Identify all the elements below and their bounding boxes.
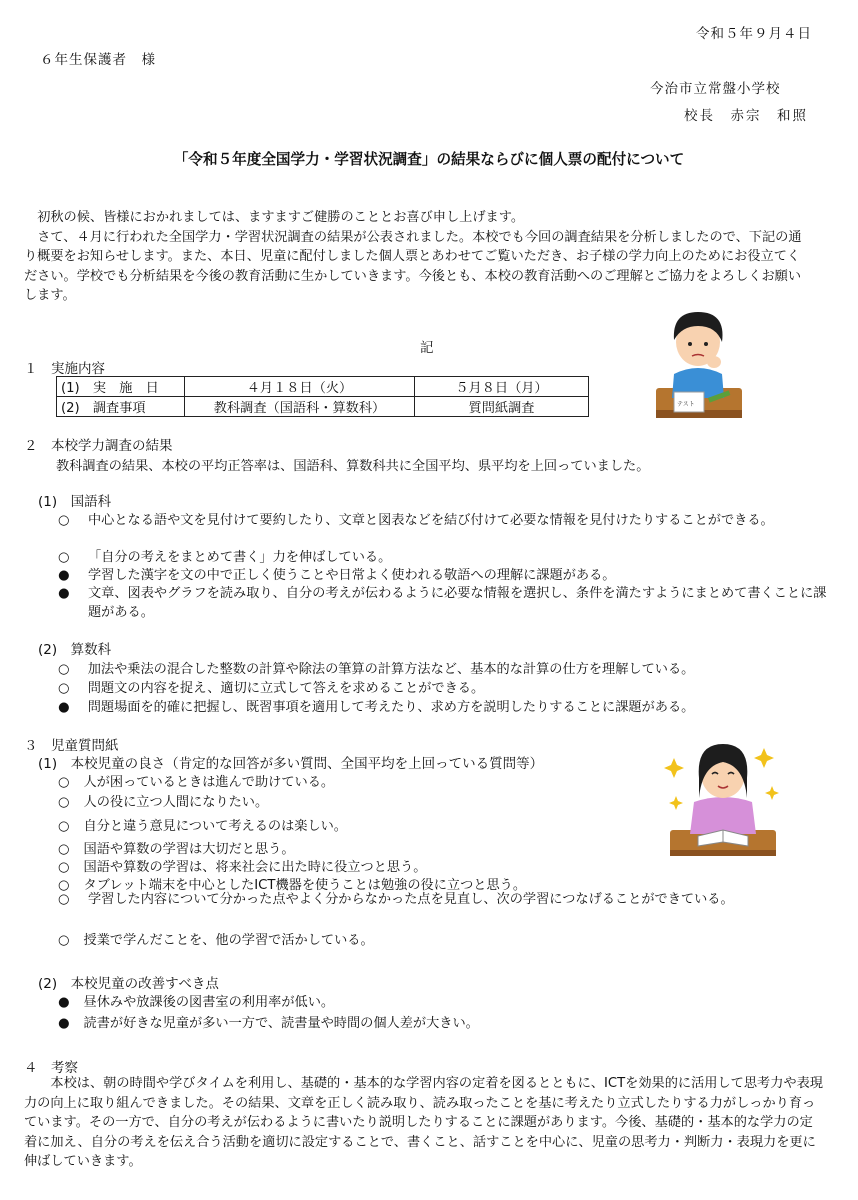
- list-item-text: 中心となる語や文を見付けて要約したり、文章と図表などを結び付けて必要な情報を見付けたりすることができる。: [88, 513, 774, 528]
- boy-studying-illustration: [652, 302, 746, 422]
- japanese-heading: (1) 国語科: [38, 494, 112, 510]
- bullet-mark: ○: [58, 513, 70, 528]
- table-row: [57, 397, 589, 417]
- bullet-mark: ○: [58, 933, 70, 948]
- list-item-text: 問題文の内容を捉え、適切に立式して答えを求めることができる。: [87, 681, 485, 696]
- list-item: [58, 856, 426, 875]
- section2-summary: 教科調査の結果、本校の平均正答率は、国語科、算数科共に全国平均、県平均を上回っていました。: [56, 459, 650, 474]
- school-name: 今治市立常盤小学校: [650, 81, 781, 97]
- list-item-text: 加法や乗法の混合した整数の計算や除法の筆算の計算方法など、基本的な計算の仕方を理解している。: [87, 662, 695, 677]
- math-heading: (2) 算数科: [38, 642, 112, 658]
- list-item: [58, 791, 268, 810]
- list-item-text: 「自分の考えをまとめて書く」力を伸ばしている。: [88, 550, 392, 565]
- bullet-mark: ○: [58, 892, 70, 907]
- ki-marker: 記: [420, 340, 434, 356]
- list-item-text: 昼休みや放課後の図書室の利用率が低い。: [83, 995, 335, 1010]
- intro-body: さて、４月に行われた全国学力・学習状況調査の結果が公表されました。本校でも今回の調査結果を分析しましたので、下記の通り概要をお知らせします。また、本日、児童に配付しました個人票とあわせてご覧いただき、お子様の学力向上のためにお役立てください。学校でも分析結果を今後の教育活動に生かしていきます。今後とも、本校の教育活動へのご理解とご協力をよろしくお願いします。: [24, 229, 802, 303]
- list-item: [58, 890, 832, 909]
- list-item: [58, 658, 694, 677]
- bullet-mark: ○: [58, 681, 70, 696]
- list-item-text: タブレット端末を中心としたICT機器を使うことは勉強の役に立つと思う。: [83, 878, 527, 893]
- list-item: [58, 838, 295, 857]
- table-cell: ４月１８日（火）: [185, 377, 415, 397]
- list-item: [58, 771, 334, 790]
- bullet-mark: ○: [58, 795, 70, 810]
- bullet-mark: ●: [58, 1016, 70, 1031]
- section2-heading: ２ 本校学力調査の結果: [24, 438, 173, 454]
- list-item-text: 学習した漢字を文の中で正しく使うことや日常よく使われる敬語への理解に課題がある。: [88, 568, 616, 583]
- list-item: [58, 1012, 479, 1031]
- list-item: [58, 696, 694, 715]
- section1-heading: １ 実施内容: [24, 361, 105, 377]
- document-date: 令和５年９月４日: [696, 26, 812, 42]
- bullet-mark: ○: [58, 819, 70, 834]
- good-points-heading: (1) 本校児童の良さ（肯定的な回答が多い質問、全国平均を上回っている質問等）: [38, 756, 544, 772]
- list-item: [58, 929, 374, 948]
- list-item-text: 人の役に立つ人間になりたい。: [83, 795, 269, 810]
- list-item-text: 読書が好きな児童が多い一方で、読書量や時間の個人差が大きい。: [83, 1016, 479, 1031]
- list-item-text: 授業で学んだことを、他の学習で活かしている。: [83, 933, 374, 948]
- bullet-mark: ●: [58, 568, 70, 583]
- list-item-text: 文章、図表やグラフを読み取り、自分の考えが伝わるように必要な情報を選択し、条件を満たすようにまとめて書くことに課題がある。: [88, 586, 827, 620]
- improvement-heading: (2) 本校児童の改善すべき点: [38, 976, 219, 992]
- list-item: [58, 677, 484, 696]
- list-item: [58, 991, 334, 1010]
- table-cell: (2) 調査事項: [57, 397, 185, 417]
- list-item-text: 人が困っているときは進んで助けている。: [83, 775, 335, 790]
- list-item-text: 国語や算数の学習は大切だと思う。: [83, 842, 295, 857]
- list-item: [58, 511, 832, 530]
- bullet-mark: ○: [58, 860, 70, 875]
- girl-reading-illustration: [664, 738, 782, 862]
- addressee: ６年生保護者 様: [40, 52, 156, 68]
- bullet-mark: ○: [58, 662, 70, 677]
- bullet-mark: ●: [58, 995, 70, 1010]
- list-item-text: 学習した内容について分かった点やよく分からなかった点を見直し、次の学習につなげることができている。: [88, 892, 734, 907]
- schedule-table: [56, 376, 589, 417]
- list-item-text: 自分と違う意見について考えるのは楽しい。: [83, 819, 347, 834]
- principal-name: 校長 赤宗 和照: [684, 108, 808, 124]
- intro-paragraphs: [24, 208, 812, 306]
- list-item: [58, 566, 832, 585]
- list-item: [58, 548, 832, 567]
- document-title: 「令和５年度全国学力・学習状況調査」の結果ならびに個人票の配付について: [173, 151, 685, 168]
- bullet-mark: ○: [58, 775, 70, 790]
- bullet-mark: ○: [58, 842, 70, 857]
- intro-greeting: 初秋の候、皆様におかれましては、ますますご健勝のこととお喜び申し上げます。: [37, 210, 525, 225]
- table-cell: ５月８日（月）: [415, 377, 589, 397]
- bullet-mark: ●: [58, 700, 70, 715]
- table-row: [57, 377, 589, 397]
- list-item-text: 問題場面を的確に把握し、既習事項を適用して考えたり、求め方を説明したりすることに課題がある。: [87, 700, 695, 715]
- section4-body: 本校は、朝の時間や学びタイムを利用し、基礎的・基本的な学習内容の定着を図るとともに、ICTを効果的に活用して思考力や表現力の向上に取り組んできました。その結果、文章を正しく読み取り、読み取ったことを基に考えたり立式したりする力がしっかり育っています。その一方で、自分の考えが伝わるように書いたり説明したりすることに課題があります。今後、基礎的・基本的な学力の定着に加え、自分の考えを伝え合う活動を適切に設定することで、書くこと、話すことを中心に、児童の思考力・判断力・表現力を更に伸ばしていきます。: [24, 1076, 823, 1169]
- bullet-mark: ●: [58, 586, 70, 601]
- section4-heading: ４ 考察: [24, 1060, 78, 1076]
- bullet-mark: ○: [58, 550, 70, 565]
- table-cell: 教科調査（国語科・算数科）: [185, 397, 415, 417]
- list-item: [58, 584, 832, 622]
- bullet-mark: ○: [58, 878, 70, 893]
- table-cell: 質問紙調査: [415, 397, 589, 417]
- test-sheet-label: テスト: [677, 401, 695, 408]
- list-item-text: 国語や算数の学習は、将来社会に出た時に役立つと思う。: [83, 860, 427, 875]
- section3-heading: ３ 児童質問紙: [24, 738, 119, 754]
- table-cell: (1) 実 施 日: [57, 377, 185, 397]
- list-item: [58, 815, 347, 834]
